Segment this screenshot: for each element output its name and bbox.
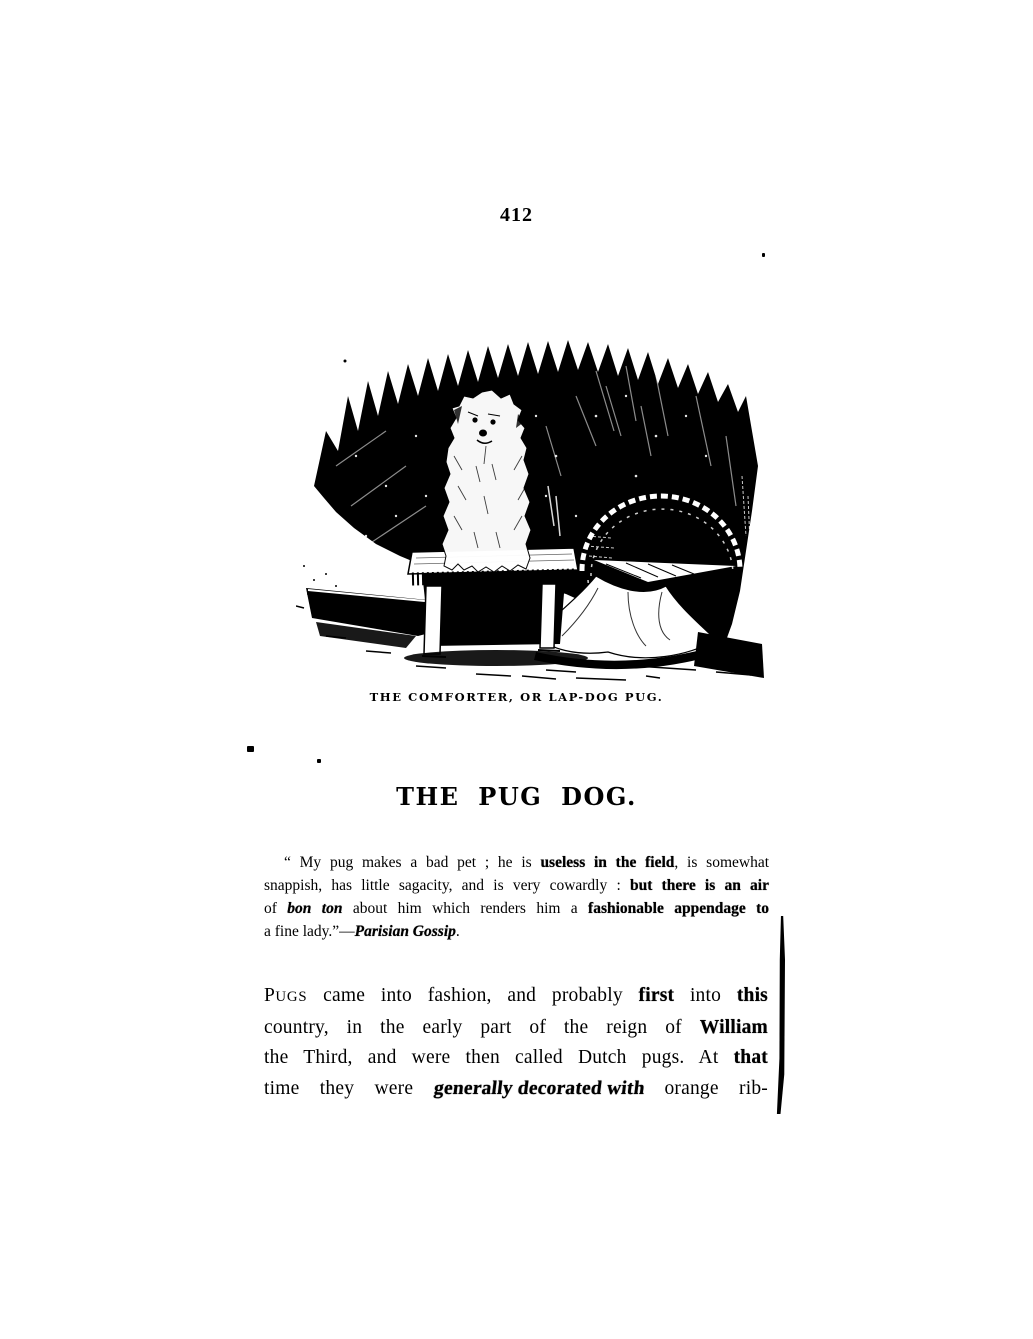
epigraph-text: “ My pug makes a bad pet ; he is <box>284 854 541 871</box>
epigraph-text: a fine lady.”— <box>264 923 355 940</box>
body-line <box>264 1013 768 1044</box>
body-text: UGS <box>275 989 308 1005</box>
body-text: country, in the early part of the reign of <box>264 1016 700 1038</box>
body-text: P <box>264 985 276 1006</box>
epigraph-text: bon ton <box>287 900 343 917</box>
body-text: into <box>674 985 737 1006</box>
epigraph-text: useless in the field <box>540 854 675 871</box>
epigraph-text: snappish, has little sagacity, and is very cowardly : <box>264 877 630 894</box>
engraving-figure <box>296 336 766 688</box>
body-text: orange rib- <box>644 1077 769 1099</box>
body-line <box>264 1074 768 1105</box>
epigraph-text: , is somewhat <box>674 854 770 871</box>
ink-speck <box>317 759 321 763</box>
ink-speck <box>762 253 765 257</box>
body-text: that <box>733 1047 768 1068</box>
body-line <box>264 1043 768 1074</box>
epigraph-text: but there is an air <box>629 877 769 894</box>
body-text: this <box>736 985 768 1006</box>
body-text: generally decorated with <box>432 1077 646 1099</box>
figure-caption: THE COMFORTER, OR LAP-DOG PUG. <box>369 690 664 704</box>
body-line <box>264 981 768 1013</box>
body-text: William <box>699 1016 768 1038</box>
epigraph <box>264 851 769 943</box>
epigraph-text: of <box>264 900 288 917</box>
body-text: first <box>638 985 675 1006</box>
epigraph-text: fashionable appendage to <box>588 900 769 917</box>
page-number: 412 <box>500 204 533 226</box>
ink-speck <box>247 746 254 752</box>
epigraph-line <box>264 920 769 943</box>
body-paragraph <box>264 981 768 1104</box>
body-text: time they were <box>264 1077 434 1099</box>
body-text: the Third, and were then called Dutch pugs. At <box>264 1047 734 1068</box>
epigraph-attribution: Parisian Gossip <box>354 923 456 940</box>
epigraph-line <box>264 874 769 897</box>
epigraph-line <box>264 897 769 920</box>
epigraph-line <box>264 851 769 874</box>
chapter-title: THE PUG DOG. <box>396 782 637 811</box>
epigraph-text: . <box>455 923 460 940</box>
scan-gutter-shadow <box>776 916 785 1114</box>
epigraph-text: about him which renders him a <box>342 900 589 917</box>
engraving-illustration <box>296 336 766 688</box>
body-text: came into fashion, and probably <box>307 985 639 1006</box>
